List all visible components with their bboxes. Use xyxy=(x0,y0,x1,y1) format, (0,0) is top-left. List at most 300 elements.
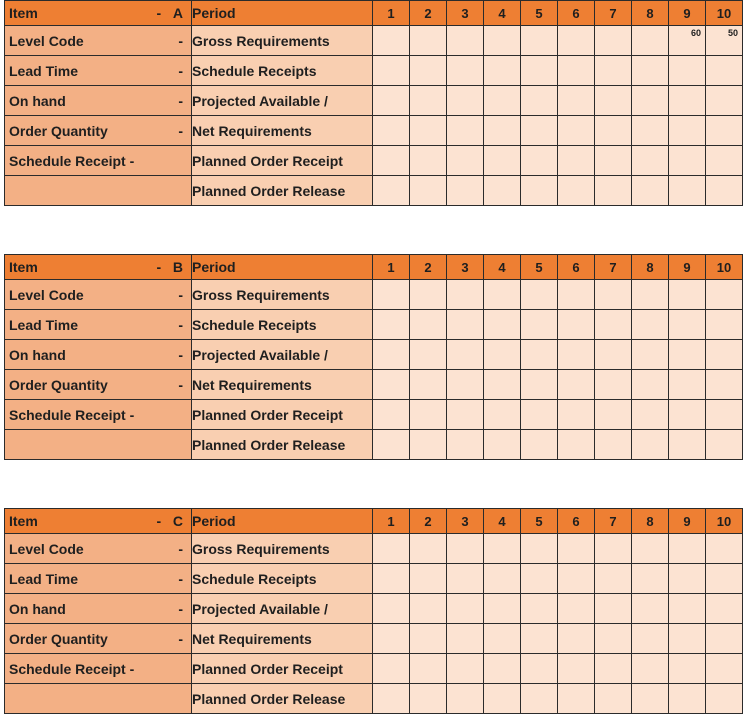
period-9-header: 9 xyxy=(669,255,706,280)
period-cell[interactable] xyxy=(669,400,706,430)
item-field-label: Level Code xyxy=(9,32,84,49)
item-field-label: Level Code xyxy=(9,540,84,557)
period-cell[interactable] xyxy=(373,624,410,654)
item-dash: - xyxy=(156,259,162,275)
item-field-dash: - xyxy=(178,600,183,617)
period-cell[interactable] xyxy=(447,116,484,146)
period-cell[interactable] xyxy=(521,534,558,564)
period-cell[interactable] xyxy=(669,684,706,714)
period-cell[interactable] xyxy=(410,564,447,594)
item-field-label: Lead Time xyxy=(9,62,78,79)
period-cell[interactable] xyxy=(706,594,743,624)
period-cell[interactable] xyxy=(632,624,669,654)
period-cell[interactable] xyxy=(521,146,558,176)
item-field-2 xyxy=(5,86,192,116)
table-row xyxy=(5,340,743,370)
period-cell[interactable] xyxy=(669,310,706,340)
item-id: A xyxy=(172,5,183,21)
item-field-label: On hand xyxy=(9,92,66,109)
period-cell[interactable] xyxy=(669,624,706,654)
period-cell[interactable] xyxy=(669,116,706,146)
item-field-label-wrap xyxy=(5,541,191,557)
period-cell[interactable] xyxy=(521,564,558,594)
item-header-label xyxy=(5,5,191,21)
item-field-label: Order Quantity xyxy=(9,376,108,393)
period-cell[interactable] xyxy=(373,146,410,176)
table-row xyxy=(5,654,743,684)
period-cell[interactable] xyxy=(521,116,558,146)
period-cell[interactable] xyxy=(595,26,632,56)
period-cell[interactable] xyxy=(706,340,743,370)
period-cell[interactable] xyxy=(410,310,447,340)
period-3-header: 3 xyxy=(447,1,484,26)
period-5-header: 5 xyxy=(521,1,558,26)
item-field-label-wrap xyxy=(5,571,191,587)
period-cell[interactable] xyxy=(669,534,706,564)
period-cell[interactable] xyxy=(558,176,595,206)
period-cell[interactable] xyxy=(595,340,632,370)
item-field-label-wrap xyxy=(5,33,191,49)
period-cell[interactable] xyxy=(632,654,669,684)
period-9-header: 9 xyxy=(669,509,706,534)
mrp-table-c xyxy=(4,508,743,714)
period-5-header: 5 xyxy=(521,255,558,280)
period-cell[interactable] xyxy=(447,280,484,310)
row-label: Projected Available / xyxy=(192,340,373,370)
period-cell[interactable] xyxy=(706,86,743,116)
period-cell[interactable] xyxy=(669,654,706,684)
item-field-label: Lead Time xyxy=(9,570,78,587)
table-row xyxy=(5,594,743,624)
period-cell[interactable] xyxy=(521,26,558,56)
mrp-table-a xyxy=(4,0,743,206)
period-cell[interactable] xyxy=(521,654,558,684)
period-cell[interactable] xyxy=(373,310,410,340)
period-cell[interactable] xyxy=(484,534,521,564)
period-cell[interactable] xyxy=(521,594,558,624)
period-cell[interactable] xyxy=(521,280,558,310)
period-cell[interactable] xyxy=(521,340,558,370)
row-label: Net Requirements xyxy=(192,624,373,654)
period-cell[interactable] xyxy=(632,430,669,460)
period-cell[interactable] xyxy=(632,280,669,310)
period-10-header: 10 xyxy=(706,509,743,534)
period-header: Period xyxy=(192,509,373,534)
period-cell[interactable] xyxy=(595,654,632,684)
period-cell[interactable] xyxy=(706,624,743,654)
period-cell[interactable] xyxy=(410,624,447,654)
period-8-header: 8 xyxy=(632,1,669,26)
period-4-header: 4 xyxy=(484,509,521,534)
period-cell[interactable] xyxy=(595,370,632,400)
period-cell[interactable] xyxy=(669,594,706,624)
row-label: Projected Available / xyxy=(192,594,373,624)
period-cell[interactable] xyxy=(447,146,484,176)
period-cell[interactable] xyxy=(706,176,743,206)
item-field-1 xyxy=(5,564,192,594)
period-cell[interactable] xyxy=(632,116,669,146)
table-row xyxy=(5,86,743,116)
period-cell[interactable] xyxy=(595,430,632,460)
period-cell[interactable] xyxy=(521,400,558,430)
period-cell[interactable] xyxy=(373,594,410,624)
row-label: Gross Requirements xyxy=(192,26,373,56)
item-field-5 xyxy=(5,684,192,714)
item-field-label: Order Quantity xyxy=(9,122,108,139)
item-field-label-wrap xyxy=(5,317,191,333)
period-cell[interactable] xyxy=(632,26,669,56)
gross-requirement-value: 50 xyxy=(727,28,738,38)
period-cell[interactable] xyxy=(484,430,521,460)
item-field-0 xyxy=(5,280,192,310)
period-4-header: 4 xyxy=(484,255,521,280)
period-cell[interactable] xyxy=(484,340,521,370)
period-cell[interactable] xyxy=(669,280,706,310)
period-cell[interactable] xyxy=(558,594,595,624)
period-2-header: 2 xyxy=(410,509,447,534)
period-cell[interactable] xyxy=(669,86,706,116)
item-field-4 xyxy=(5,400,192,430)
period-cell[interactable] xyxy=(669,340,706,370)
period-cell[interactable] xyxy=(447,86,484,116)
period-cell[interactable] xyxy=(521,56,558,86)
period-cell[interactable] xyxy=(669,370,706,400)
period-cell[interactable] xyxy=(447,684,484,714)
period-cell[interactable] xyxy=(558,370,595,400)
item-field-dash: - xyxy=(178,286,183,303)
row-label: Planned Order Release xyxy=(192,430,373,460)
period-8-header: 8 xyxy=(632,255,669,280)
period-cell[interactable] xyxy=(447,594,484,624)
period-cell[interactable] xyxy=(373,684,410,714)
period-cell[interactable] xyxy=(410,594,447,624)
period-cell[interactable] xyxy=(447,26,484,56)
period-cell[interactable] xyxy=(521,370,558,400)
period-cell[interactable] xyxy=(632,310,669,340)
period-cell[interactable] xyxy=(706,146,743,176)
period-cell[interactable] xyxy=(447,400,484,430)
row-label: Projected Available / xyxy=(192,86,373,116)
row-label: Net Requirements xyxy=(192,116,373,146)
item-field-label-wrap xyxy=(5,631,191,647)
table-row xyxy=(5,624,743,654)
item-field-label: Schedule Receipt - xyxy=(9,406,135,423)
period-cell[interactable] xyxy=(595,176,632,206)
period-cell[interactable] xyxy=(373,370,410,400)
period-cell[interactable] xyxy=(484,400,521,430)
item-field-label: Schedule Receipt - xyxy=(9,660,135,677)
period-cell[interactable] xyxy=(595,534,632,564)
period-cell[interactable] xyxy=(706,116,743,146)
item-field-label-wrap xyxy=(5,407,191,423)
period-cell[interactable] xyxy=(484,564,521,594)
item-field-label-wrap xyxy=(5,153,191,169)
period-cell[interactable] xyxy=(373,534,410,564)
period-cell[interactable] xyxy=(558,280,595,310)
item-header-label xyxy=(5,513,191,529)
table-row xyxy=(5,370,743,400)
table-row xyxy=(5,116,743,146)
period-cell[interactable] xyxy=(706,56,743,86)
period-cell[interactable] xyxy=(706,684,743,714)
period-cell[interactable] xyxy=(410,534,447,564)
item-field-4 xyxy=(5,654,192,684)
period-cell[interactable] xyxy=(410,430,447,460)
period-cell[interactable] xyxy=(447,654,484,684)
period-cell[interactable] xyxy=(558,430,595,460)
period-cell[interactable] xyxy=(595,86,632,116)
period-cell[interactable] xyxy=(558,684,595,714)
period-cell[interactable] xyxy=(521,310,558,340)
period-1-header: 1 xyxy=(373,1,410,26)
period-cell[interactable] xyxy=(447,310,484,340)
period-cell[interactable] xyxy=(595,624,632,654)
period-cell[interactable] xyxy=(558,86,595,116)
period-cell[interactable] xyxy=(558,116,595,146)
period-cell[interactable] xyxy=(558,654,595,684)
period-5-header: 5 xyxy=(521,509,558,534)
item-field-label: On hand xyxy=(9,346,66,363)
table-row xyxy=(5,56,743,86)
period-cell[interactable] xyxy=(373,86,410,116)
table-row xyxy=(5,280,743,310)
period-header: Period xyxy=(192,255,373,280)
period-3-header: 3 xyxy=(447,255,484,280)
period-cell[interactable] xyxy=(632,340,669,370)
period-cell[interactable] xyxy=(410,176,447,206)
period-cell[interactable] xyxy=(484,86,521,116)
item-field-label: Order Quantity xyxy=(9,630,108,647)
period-cell[interactable] xyxy=(410,654,447,684)
table-row xyxy=(5,310,743,340)
period-cell[interactable] xyxy=(484,370,521,400)
item-field-dash: - xyxy=(178,62,183,79)
item-field-label-wrap xyxy=(5,93,191,109)
period-cell[interactable] xyxy=(632,56,669,86)
period-cell[interactable] xyxy=(632,370,669,400)
period-cell[interactable] xyxy=(373,56,410,86)
table-row xyxy=(5,430,743,460)
period-cell[interactable] xyxy=(373,400,410,430)
period-cell[interactable] xyxy=(669,176,706,206)
period-cell[interactable] xyxy=(558,534,595,564)
period-cell[interactable] xyxy=(484,684,521,714)
period-header: Period xyxy=(192,1,373,26)
item-label: Item xyxy=(9,513,38,529)
mrp-table-b xyxy=(4,254,743,460)
row-label: Planned Order Release xyxy=(192,176,373,206)
period-cell[interactable] xyxy=(706,564,743,594)
period-cell[interactable] xyxy=(484,146,521,176)
item-field-label: Lead Time xyxy=(9,316,78,333)
period-cell[interactable] xyxy=(373,280,410,310)
item-field-0 xyxy=(5,26,192,56)
item-field-dash: - xyxy=(178,32,183,49)
period-cell[interactable] xyxy=(447,370,484,400)
period-cell[interactable] xyxy=(595,146,632,176)
period-6-header: 6 xyxy=(558,255,595,280)
period-cell[interactable] xyxy=(558,624,595,654)
period-cell[interactable] xyxy=(595,594,632,624)
period-cell[interactable] xyxy=(447,430,484,460)
item-field-label: Level Code xyxy=(9,286,84,303)
period-cell[interactable] xyxy=(410,400,447,430)
period-cell[interactable] xyxy=(373,654,410,684)
period-cell[interactable] xyxy=(447,340,484,370)
period-10-header: 10 xyxy=(706,255,743,280)
period-cell[interactable] xyxy=(669,146,706,176)
gross-requirement-value: 60 xyxy=(690,28,701,38)
period-1-header: 1 xyxy=(373,509,410,534)
period-cell[interactable] xyxy=(706,280,743,310)
period-cell[interactable] xyxy=(447,624,484,654)
period-cell[interactable] xyxy=(558,400,595,430)
period-cell[interactable] xyxy=(595,400,632,430)
period-cell[interactable] xyxy=(595,684,632,714)
period-cell[interactable] xyxy=(706,400,743,430)
period-cell[interactable] xyxy=(706,654,743,684)
row-label: Planned Order Receipt xyxy=(192,146,373,176)
period-cell[interactable] xyxy=(521,176,558,206)
period-cell[interactable] xyxy=(410,26,447,56)
period-7-header: 7 xyxy=(595,1,632,26)
period-cell[interactable] xyxy=(632,684,669,714)
period-cell[interactable] xyxy=(669,26,706,56)
period-6-header: 6 xyxy=(558,509,595,534)
period-cell[interactable] xyxy=(706,534,743,564)
item-field-5 xyxy=(5,430,192,460)
item-label: Item xyxy=(9,5,38,21)
row-label: Planned Order Receipt xyxy=(192,400,373,430)
period-cell[interactable] xyxy=(447,564,484,594)
item-field-label: On hand xyxy=(9,600,66,617)
period-cell[interactable] xyxy=(410,684,447,714)
period-cell[interactable] xyxy=(558,340,595,370)
period-cell[interactable] xyxy=(595,116,632,146)
item-id-group xyxy=(157,5,183,21)
period-cell[interactable] xyxy=(410,280,447,310)
period-cell[interactable] xyxy=(558,310,595,340)
item-id-group xyxy=(157,513,183,529)
period-cell[interactable] xyxy=(706,310,743,340)
period-cell[interactable] xyxy=(632,86,669,116)
item-field-3 xyxy=(5,370,192,400)
period-cell[interactable] xyxy=(632,146,669,176)
item-field-label-wrap xyxy=(5,123,191,139)
period-cell[interactable] xyxy=(373,430,410,460)
item-field-label-wrap xyxy=(5,377,191,393)
item-field-1 xyxy=(5,310,192,340)
period-cell[interactable] xyxy=(558,146,595,176)
period-cell[interactable] xyxy=(484,56,521,86)
period-cell[interactable] xyxy=(595,56,632,86)
period-cell[interactable] xyxy=(595,564,632,594)
period-cell[interactable] xyxy=(521,684,558,714)
row-label: Gross Requirements xyxy=(192,280,373,310)
table-row xyxy=(5,534,743,564)
period-cell[interactable] xyxy=(632,534,669,564)
period-cell[interactable] xyxy=(521,430,558,460)
item-field-label-wrap xyxy=(5,287,191,303)
period-cell[interactable] xyxy=(373,564,410,594)
period-cell[interactable] xyxy=(484,654,521,684)
period-cell[interactable] xyxy=(484,116,521,146)
row-label: Schedule Receipts xyxy=(192,564,373,594)
item-id: B xyxy=(172,259,183,275)
item-field-dash: - xyxy=(178,376,183,393)
period-cell[interactable] xyxy=(447,534,484,564)
period-cell[interactable] xyxy=(447,176,484,206)
period-cell[interactable] xyxy=(373,176,410,206)
period-cell[interactable] xyxy=(410,370,447,400)
period-cell[interactable] xyxy=(410,56,447,86)
row-label: Planned Order Receipt xyxy=(192,654,373,684)
period-cell[interactable] xyxy=(669,430,706,460)
period-cell[interactable] xyxy=(484,624,521,654)
period-cell[interactable] xyxy=(595,310,632,340)
period-cell[interactable] xyxy=(410,86,447,116)
period-cell[interactable] xyxy=(669,564,706,594)
item-field-dash: - xyxy=(178,346,183,363)
item-dash: - xyxy=(156,5,162,21)
period-cell[interactable] xyxy=(632,176,669,206)
period-cell[interactable] xyxy=(484,26,521,56)
period-cell[interactable] xyxy=(484,310,521,340)
period-cell[interactable] xyxy=(669,56,706,86)
item-header xyxy=(5,1,192,26)
item-header xyxy=(5,509,192,534)
header-row xyxy=(5,509,743,534)
row-label: Net Requirements xyxy=(192,370,373,400)
period-cell[interactable] xyxy=(373,116,410,146)
period-9-header: 9 xyxy=(669,1,706,26)
period-cell[interactable] xyxy=(410,340,447,370)
row-label: Planned Order Release xyxy=(192,684,373,714)
period-cell[interactable] xyxy=(706,26,743,56)
table-row xyxy=(5,146,743,176)
period-cell[interactable] xyxy=(484,594,521,624)
period-6-header: 6 xyxy=(558,1,595,26)
period-cell[interactable] xyxy=(447,56,484,86)
period-cell[interactable] xyxy=(373,26,410,56)
item-field-3 xyxy=(5,116,192,146)
period-cell[interactable] xyxy=(410,116,447,146)
period-cell[interactable] xyxy=(558,56,595,86)
period-cell[interactable] xyxy=(706,430,743,460)
period-7-header: 7 xyxy=(595,255,632,280)
item-field-0 xyxy=(5,534,192,564)
period-cell[interactable] xyxy=(484,280,521,310)
item-field-dash: - xyxy=(178,316,183,333)
period-cell[interactable] xyxy=(521,624,558,654)
period-cell[interactable] xyxy=(595,280,632,310)
period-4-header: 4 xyxy=(484,1,521,26)
period-cell[interactable] xyxy=(373,340,410,370)
item-field-1 xyxy=(5,56,192,86)
period-cell[interactable] xyxy=(558,564,595,594)
period-cell[interactable] xyxy=(632,400,669,430)
period-cell[interactable] xyxy=(632,564,669,594)
period-cell[interactable] xyxy=(632,594,669,624)
period-cell[interactable] xyxy=(410,146,447,176)
period-cell[interactable] xyxy=(706,370,743,400)
item-field-2 xyxy=(5,594,192,624)
item-field-dash: - xyxy=(178,540,183,557)
period-cell[interactable] xyxy=(521,86,558,116)
item-field-label-wrap xyxy=(5,661,191,677)
period-cell[interactable] xyxy=(558,26,595,56)
period-cell[interactable] xyxy=(484,176,521,206)
